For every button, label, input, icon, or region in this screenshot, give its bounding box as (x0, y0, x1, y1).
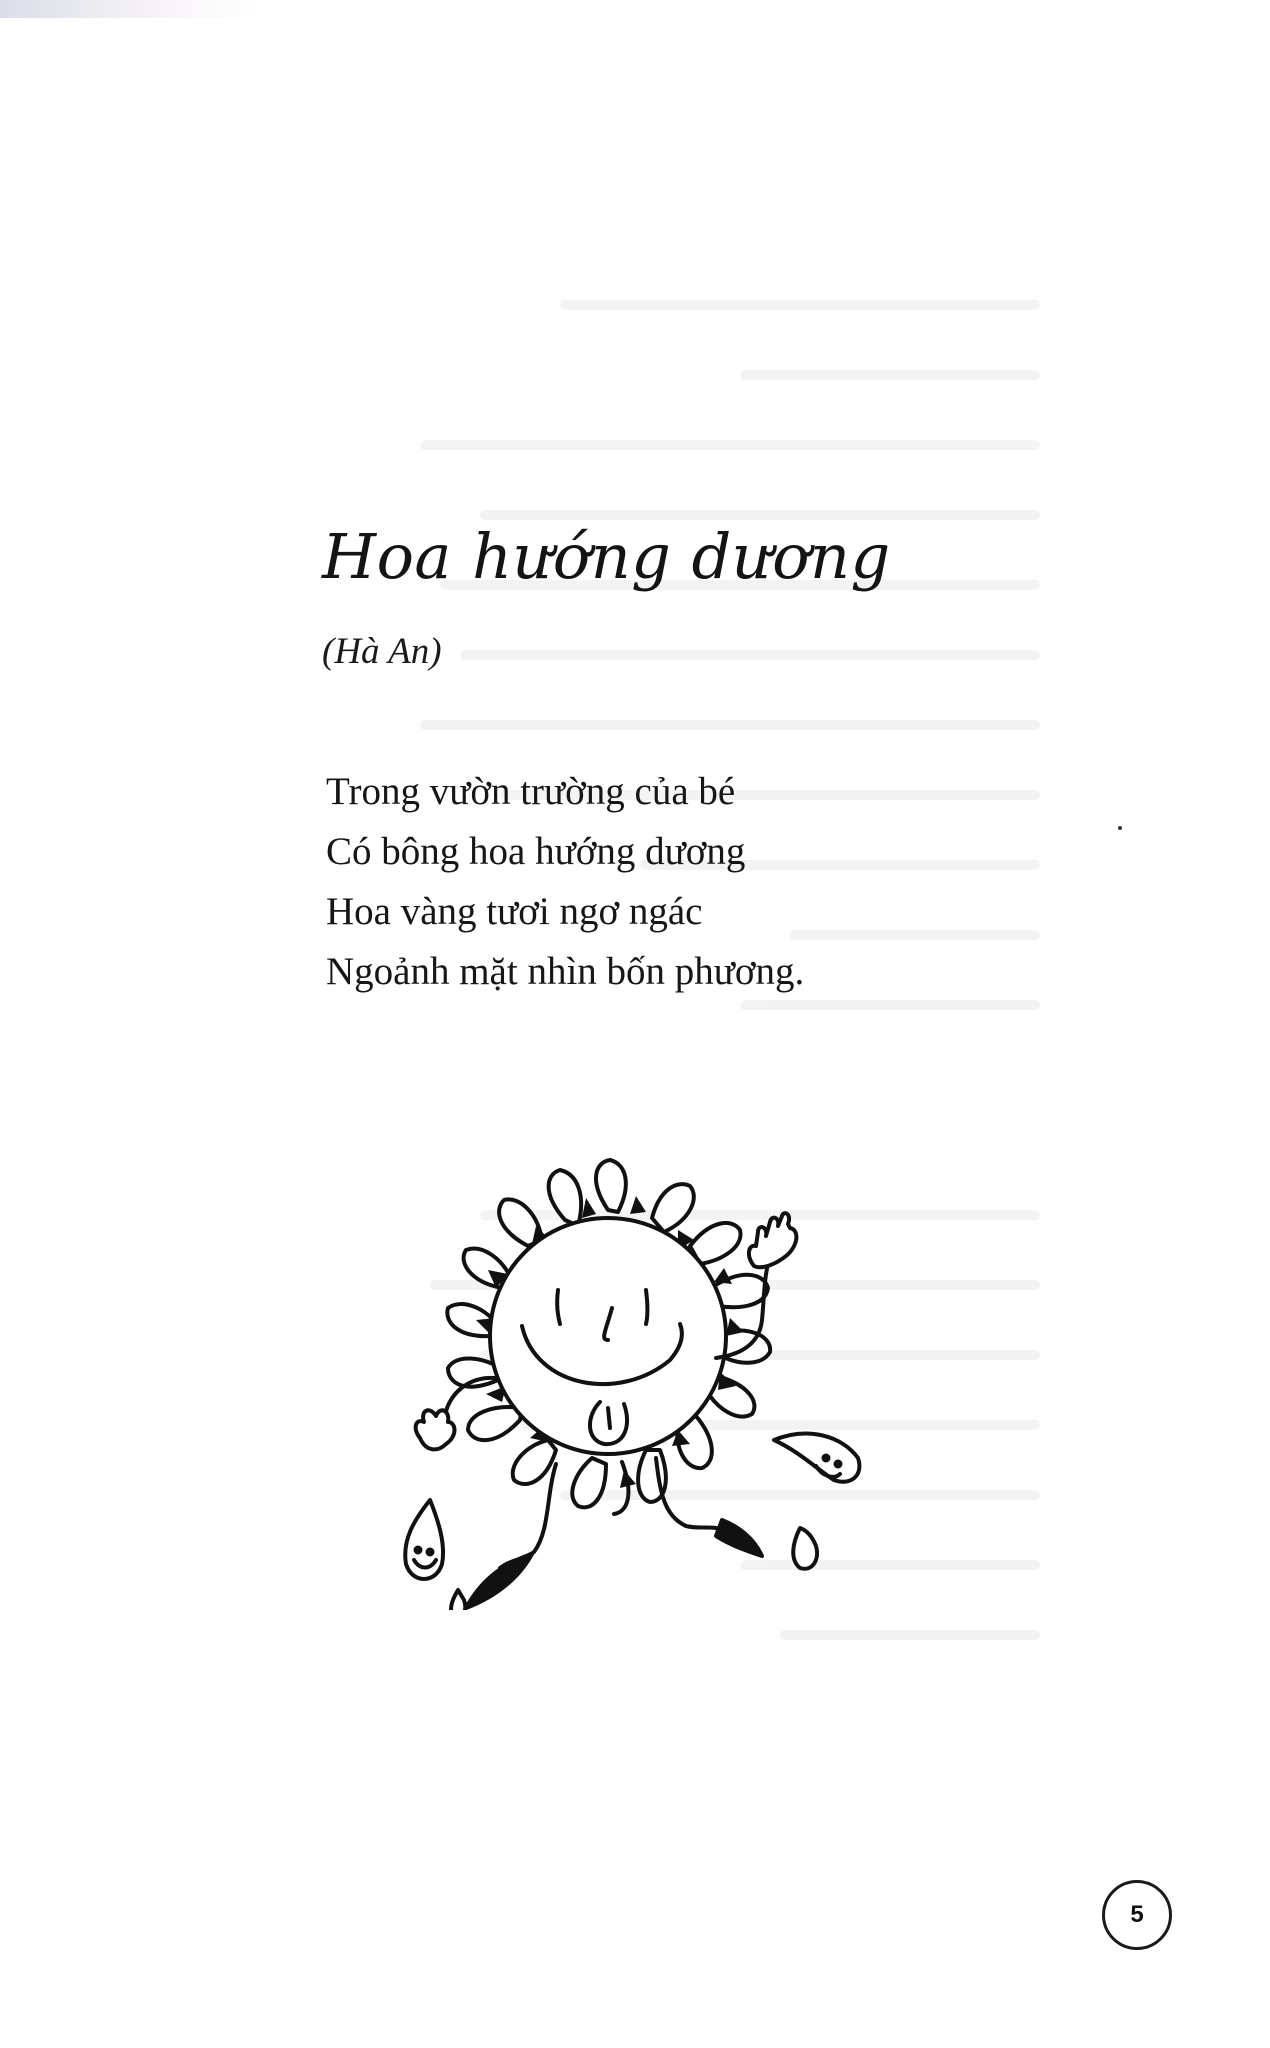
smiling-sunflower-icon (360, 1140, 900, 1610)
ink-speck (1118, 826, 1122, 830)
poem-line: Hoa vàng tươi ngơ ngác (326, 890, 703, 933)
poem-line: Trong vườn trường của bé (326, 770, 736, 813)
poem-title: Hoa hướng dương (322, 520, 891, 593)
poem-line: Ngoảnh mặt nhìn bốn phương. (326, 950, 805, 993)
poem-body (326, 762, 804, 1002)
page-number-badge: 5 (1102, 1880, 1172, 1950)
scan-smudge (0, 0, 260, 18)
poem-line: Có bông hoa hướng dương (326, 830, 746, 873)
poem-author: (Hà An) (322, 631, 442, 672)
